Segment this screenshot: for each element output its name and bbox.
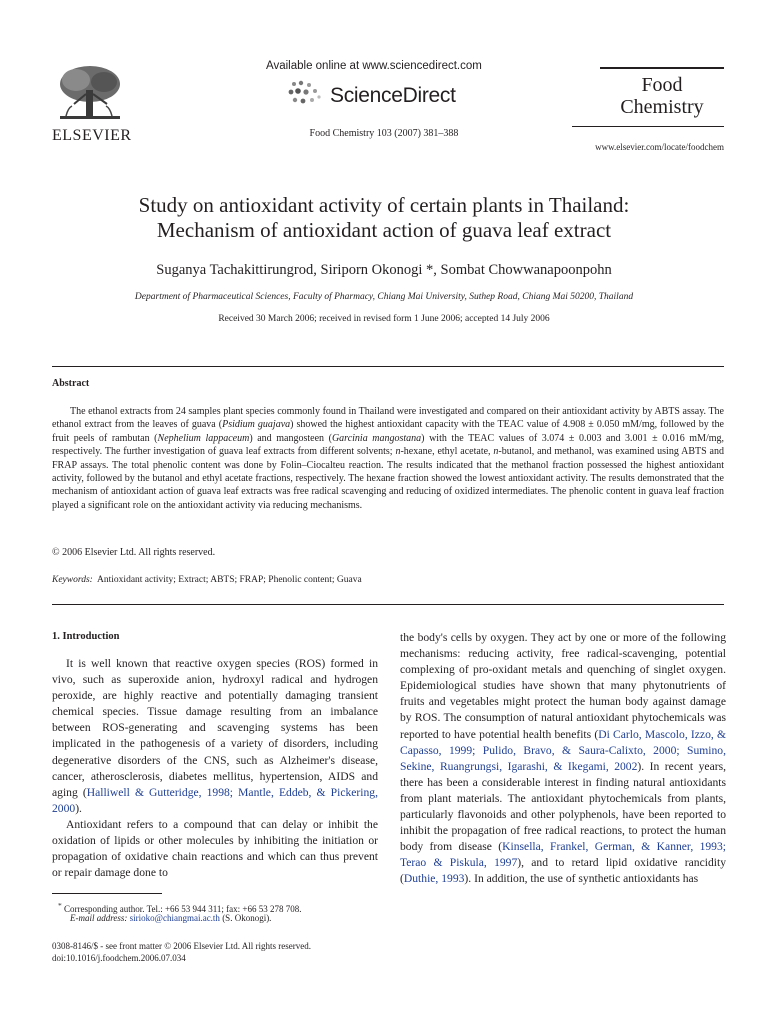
keywords: [52, 575, 362, 585]
article-title-line1: Study on antioxidant activity of certain plants in Thailand:: [138, 193, 630, 217]
abstract-part: -hexane, ethyl acetate,: [400, 446, 494, 458]
paragraph: [52, 656, 378, 817]
species-name: Nephelium lappaceum: [157, 432, 250, 444]
paragraph: [400, 630, 726, 888]
abstract-copyright: © 2006 Elsevier Ltd. All rights reserved.: [52, 547, 216, 558]
right-column: [400, 630, 726, 888]
email-label: E-mail address:: [70, 913, 128, 923]
footnote-text: Corresponding author. Tel.: +66 53 944 311; fax: +66 53 278 708.: [61, 904, 302, 914]
journal-url-link[interactable]: www.elsevier.com/locate/foodchem: [595, 142, 724, 152]
journal-title-line2: Chemistry: [620, 96, 704, 118]
left-column: [52, 630, 378, 881]
article-title-line2: Mechanism of antioxidant action of guava leaf extract: [156, 218, 612, 242]
sciencedirect-dots-icon: [288, 80, 322, 106]
section-heading-introduction: 1. Introduction: [52, 631, 120, 642]
paragraph-text: ).: [75, 801, 82, 815]
footnote-rule: [52, 893, 162, 894]
author-list: [0, 262, 768, 279]
front-matter: 0308-8146/$ - see front matter © 2006 Elsevier Ltd. All rights reserved.: [52, 941, 312, 951]
divider: [52, 366, 724, 367]
citation-link[interactable]: Kinsella, Frankel, German, & Kanner, 1993; Terao & Piskula, 1997: [400, 840, 726, 870]
paragraph-text: ). In addition, the use of synthetic antioxidants has: [464, 872, 699, 886]
abstract-part: ) showed the highest antioxidant capacity with the TEAC value of 4.908 ± 0.050 mM/mg, followed by the fruit peels of rambutan (: [52, 419, 724, 444]
keywords-label: Keywords:: [52, 575, 93, 585]
paragraph-text: ), and to retard lipid oxidative rancidity (: [400, 856, 726, 886]
journal-title-line1: Food: [641, 74, 683, 96]
paragraph: Antioxidant refers to a compound that can delay or inhibit the oxidation of lipids or other molecules by inhibiting the initiation or propagation of oxidative chain reactions and which can thus prevent or repair damage done to: [52, 817, 378, 880]
abstract-heading: Abstract: [52, 378, 90, 389]
divider: [52, 604, 724, 605]
journal-title: [600, 74, 724, 118]
journal-title-rule-bottom: [572, 126, 724, 127]
abstract-part: -butanol, and methanol, was examined using ABTS and FRAP assays. The total phenolic content was done by Folin–Ciocalteu reaction. The results indicated that the methanol fraction possessed the highest antioxidant activity, followed by the butanol and ethyl acetate fractions, respectively. The hexane fraction showed the lowest antioxidant activity. The results demonstrated that the mechanism of antioxidant action of guava leaf extracts was free radical scavenging and reducing of oxidized intermediates. The phenolic content in guava leaf fraction played a significant role on the antioxidant activity via reducing mechanisms.: [52, 446, 724, 511]
author-3: , Sombat Chowwanapoonpohn: [433, 262, 612, 278]
citation-link[interactable]: Duthie, 1993: [403, 872, 465, 886]
footnote-email: [70, 912, 390, 924]
corresponding-mark-link[interactable]: *: [422, 262, 434, 278]
abstract-part: ) with the TEAC values of 3.074 ± 0.003 and 3.001 ± 0.016 mM/mg, respectively. The further investigation of guava leaf extracts from different solvents;: [52, 432, 725, 458]
email-suffix: (S. Okonogi).: [219, 913, 272, 923]
email-link[interactable]: sirioko@chiangmai.ac.th: [129, 913, 220, 923]
available-online-text[interactable]: Available online at www.sciencedirect.com: [266, 60, 482, 72]
italic-prefix: n: [493, 446, 499, 458]
italic-prefix: n: [395, 446, 401, 458]
species-name: Garcinia mangostana: [331, 432, 422, 444]
paragraph-text: the body's cells by oxygen. They act by one or more of the following mechanisms: reducing activity, free radical-scavenging, potential complexing of pro-oxidant metals and quenching of singlet oxygen. Epidemiological studies have shown that many phytonutrients of fruits and vegetables might protect the human body against damage by ROS. The consumption of natural antioxidant phytochemicals was reported to have potential health benefits (: [400, 631, 726, 741]
abstract-part: The ethanol extracts from 24 samples plant species commonly found in Thailand were investigated and compared on their antioxidant activity by ABTS assay. The ethanol extract from the leaves of guava (: [52, 406, 724, 431]
citation-link[interactable]: Halliwell & Gutteridge, 1998; Mantle, Eddeb, & Pickering, 2000: [52, 785, 378, 815]
affiliation: Department of Pharmaceutical Sciences, Faculty of Pharmacy, Chiang Mai University, Suthep Road, Chiang Mai 50200, Thailand: [134, 292, 634, 302]
author-2: Siriporn Okonogi: [320, 262, 423, 278]
journal-title-rule-top: [600, 67, 724, 69]
elsevier-tree-logo: [52, 64, 128, 126]
keywords-list: Antioxidant activity; Extract; ABTS; FRAP; Phenolic content; Guava: [92, 575, 362, 585]
paragraph-text: ). In recent years, there has been a considerable interest in finding natural antioxidants from plant materials. The antioxidant phytochemicals from plants, particularly flavonoids and other polyphenols, have been reported to inhibit the propagation of free radical reactions, to protect the human body from disease (: [400, 759, 726, 854]
publisher-name: ELSEVIER: [52, 127, 132, 144]
species-name: Psidium guajava: [222, 419, 291, 431]
journal-citation: Food Chemistry 103 (2007) 381–388: [309, 128, 459, 139]
citation-link[interactable]: Di Carlo, Mascolo, Izzo, & Capasso, 1999; Pulido, Bravo, & Saura-Calixto, 2000; Sumino, Sekine, Ruangrungsi, Igarashi, & Ikegami, 2002: [400, 727, 727, 773]
abstract-text: [52, 405, 724, 512]
abstract-part: ) and mangosteen (: [249, 432, 332, 444]
paragraph-text: It is well known that reactive oxygen species (ROS) formed in vivo, such as superoxide anion, hydroxyl radical and hydrogen peroxide, are highly reactive and potentially damaging transient chemical species. Tissue damage resulting from an imbalance between ROS-generating and scavenging systems has been implicated in the pathogenesis of a variety of disorders, including degenerative disorders of the CNS, such as Alzheimer's disease, cancer, atherosclerosis, diabetes mellitus, hypertension, AIDS and aging (: [52, 657, 378, 799]
author-1: Suganya Tachakittirungrod,: [156, 262, 321, 278]
footnote-mark: *: [58, 901, 62, 910]
doi-link[interactable]: doi:10.1016/j.foodchem.2006.07.034: [52, 953, 186, 963]
article-title: [60, 193, 708, 243]
sciencedirect-logo: ScienceDirect: [330, 84, 456, 107]
received-dates: Received 30 March 2006; received in revised form 1 June 2006; accepted 14 July 2006: [218, 314, 550, 324]
